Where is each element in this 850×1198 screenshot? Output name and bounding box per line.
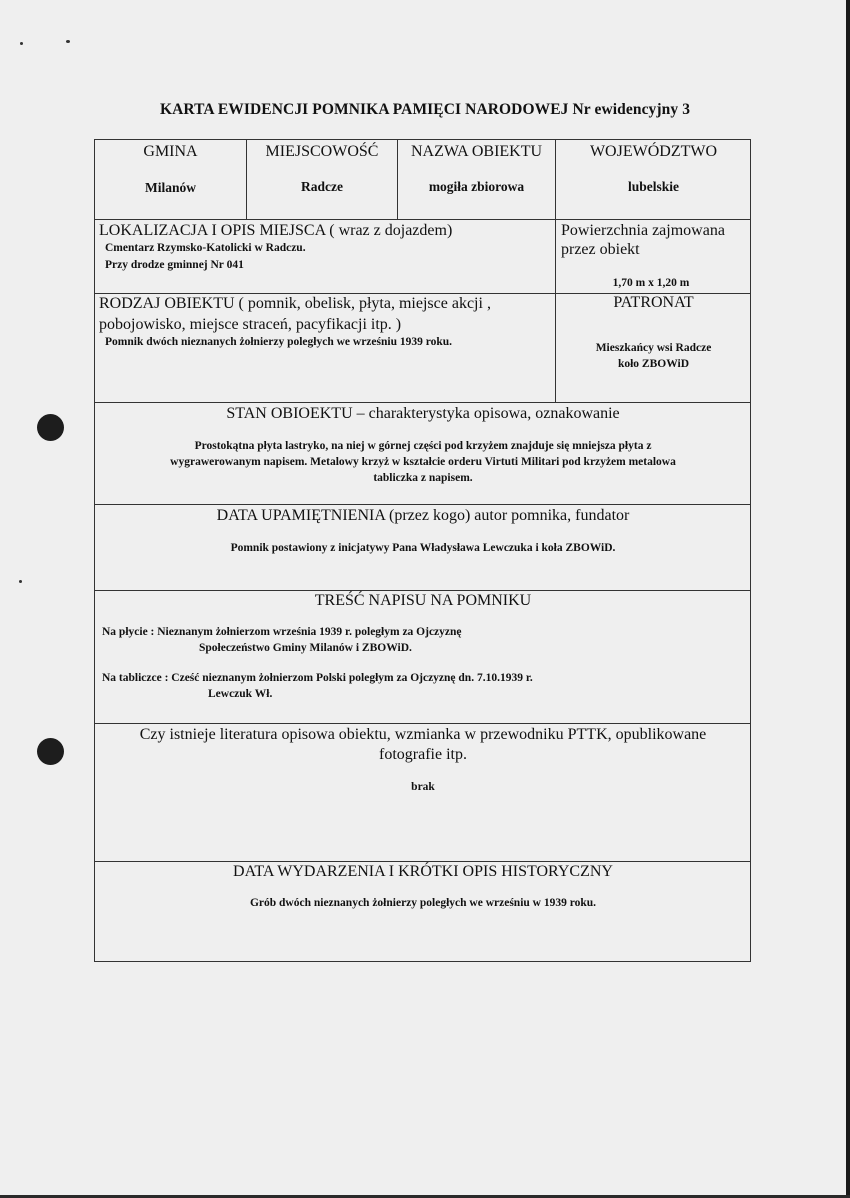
scan-speck — [66, 40, 70, 43]
document-title: KARTA EWIDENCJI POMNIKA PAMIĘCI NARODOWEJ Nr ewidencyjny 3 — [159, 101, 691, 118]
patronat-value: Mieszkańcy wsi Radcze — [595, 342, 712, 354]
literatura-label: fotografie itp. — [379, 746, 467, 763]
stan-label: STAN OBIOEKTU – charakterystyka opisowa, oznakowanie — [226, 405, 620, 422]
wydarzenie-cell — [95, 862, 751, 962]
rodzaj-label: RODZAJ OBIEKTU ( pomnik, obelisk, płyta, miejsce akcji , — [99, 295, 491, 312]
rodzaj-value: Pomnik dwóch nieznanych żołnierzy poległych we wrześniu 1939 roku. — [105, 336, 453, 348]
literatura-value: brak — [411, 781, 435, 793]
powierzchnia-label: Powierzchnia zajmowana — [561, 222, 725, 239]
stan-cell — [95, 403, 751, 504]
stan-line: wygrawerowanym napisem. Metalowy krzyż w kształcie orderu Virtuti Militari pod krzyżem metalowa — [170, 456, 676, 468]
tresc-plyta-line: Społeczeństwo Gminy Milanów i ZBOWiD. — [199, 642, 412, 654]
wojewodztwo-cell — [556, 140, 751, 219]
patronat-value: koło ZBOWiD — [617, 358, 690, 370]
tresc-plyta-line: Na płycie : Nieznanym żołnierzom września 1939 r. poległym za Ojczyznę — [102, 626, 462, 638]
rodzaj-label: pobojowisko, miejsce straceń, pacyfikacji itp. ) — [99, 316, 402, 333]
miejscowosc-cell — [247, 140, 397, 219]
scan-speck — [19, 580, 22, 583]
tresc-napisu-cell — [95, 591, 751, 723]
stan-line: tabliczka z napisem. — [373, 472, 473, 484]
lokalizacja-line: Przy drodze gminnej Nr 041 — [105, 259, 244, 271]
literatura-label: Czy istnieje literatura opisowa obiektu, wzmianka w przewodniku PTTK, opublikowane — [139, 726, 707, 743]
lokalizacja-label: LOKALIZACJA I OPIS MIEJSCA ( wraz z dojazdem) — [99, 222, 453, 239]
tresc-tabliczka-line: Lewczuk Wł. — [208, 688, 273, 700]
punch-hole-lower — [37, 738, 64, 765]
tresc-tabliczka-line: Na tabliczce : Cześć nieznanym żołnierzom Polski poległym za Ojczyznę dn. 7.10.1939 r. — [102, 672, 533, 684]
wydarzenie-value: Grób dwóch nieznanych żołnierzy poległych we wrześniu w 1939 roku. — [249, 897, 597, 909]
patronat-label: PATRONAT — [613, 294, 694, 311]
wojewodztwo-label: WOJEWÓDZTWO — [589, 143, 718, 160]
scan-right-edge — [846, 0, 850, 1198]
powierzchnia-value: 1,70 m x 1,20 m — [612, 277, 690, 289]
miejscowosc-label: MIEJSCOWOŚĆ — [265, 143, 379, 160]
tresc-napisu-label: TREŚĆ NAPISU NA POMNIKU — [314, 592, 532, 609]
lokalizacja-cell — [99, 220, 554, 293]
gmina-label: GMINA — [143, 143, 198, 160]
scan-speck — [20, 42, 23, 45]
rodzaj-cell — [99, 294, 554, 402]
nazwa-obiektu-value: mogiła zbiorowa — [428, 179, 525, 194]
miejscowosc-value: Radcze — [301, 179, 343, 194]
stan-line: Prostokątna płyta lastryko, na niej w górnej części pod krzyżem znajduje się mniejsza płyta z — [194, 440, 652, 452]
nazwa-obiektu-label: NAZWA OBIEKTU — [410, 143, 543, 160]
record-form — [94, 139, 751, 962]
powierzchnia-cell — [561, 220, 751, 293]
data-upamietnienia-label: DATA UPAMIĘTNIENIA (przez kogo) autor pomnika, fundator — [216, 507, 630, 524]
lokalizacja-line: Cmentarz Rzymsko-Katolicki w Radczu. — [105, 242, 306, 254]
literatura-cell — [95, 724, 751, 861]
gmina-cell — [95, 140, 246, 219]
wydarzenie-label: DATA WYDARZENIA I KRÓTKI OPIS HISTORYCZNY — [233, 863, 613, 880]
data-upamietnienia-cell — [95, 505, 751, 590]
punch-hole-upper — [37, 414, 64, 441]
patronat-cell — [556, 294, 751, 402]
nazwa-obiektu-cell — [398, 140, 555, 219]
wojewodztwo-value: lubelskie — [627, 179, 679, 194]
gmina-value: Milanów — [144, 180, 196, 195]
data-upamietnienia-value: Pomnik postawiony z inicjatywy Pana Władysława Lewczuka i koła ZBOWiD. — [230, 542, 616, 554]
powierzchnia-label: przez obiekt — [561, 241, 640, 258]
